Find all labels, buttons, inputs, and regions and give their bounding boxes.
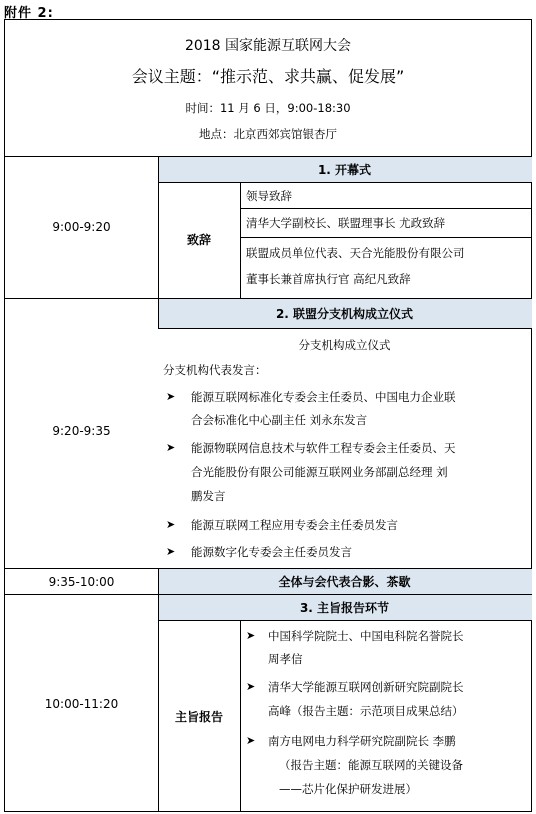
time-slot-3: 9:35-10:00	[48, 575, 115, 589]
section-3-title: 3. 主旨报告环节	[299, 601, 390, 615]
keynote-bullet-1-line-1: 中国科学院院士、中国电科院名誉院长	[268, 629, 464, 643]
rule-header-bottom	[5, 156, 531, 157]
time-slot-1: 9:00-9:20	[52, 220, 111, 234]
rule-s1-bottom	[5, 298, 531, 299]
opening-item-2: 清华大学副校长、联盟理事长 尤政致辞	[246, 216, 446, 230]
opening-item-4: 董事长兼首席执行官 高纪凡致辞	[246, 272, 411, 286]
section-2-subtitle: 分支机构成立仪式	[298, 338, 391, 352]
keynote-bullet-2-line-2: 高峰（报告主题：示范项目成果总结）	[268, 704, 464, 718]
keynote-bullet-2-line-1: 清华大学能源互联网创新研究院副院长	[268, 680, 464, 694]
branch-bullet-1-line-2: 合会标准化中心副主任 刘永东发言	[191, 413, 368, 427]
arrowhead-bullet-icon: ➤	[246, 629, 256, 642]
col-rule-s3	[158, 594, 159, 812]
section-1-category: 致辞	[186, 233, 211, 247]
agenda-table	[4, 19, 532, 812]
keynote-bullet-3-line-2: （报告主题：能源互联网的关键设备	[279, 758, 463, 772]
rule-s1-header	[158, 182, 531, 183]
time-slot-2: 9:20-9:35	[52, 424, 111, 438]
branch-bullet-2-line-2: 合光能股份有限公司能源互联网业务部副总经理 刘	[191, 465, 448, 479]
section-1-title: 1. 开幕式	[317, 163, 372, 177]
col-rule-s3-inner	[240, 620, 241, 812]
section-2-title: 2. 联盟分支机构成立仪式	[275, 307, 414, 321]
tea-break-title: 全体与会代表合影、茶歇	[278, 575, 411, 589]
arrowhead-bullet-icon: ➤	[246, 734, 256, 747]
branch-bullet-3-line-1: 能源互联网工程应用专委会主任委员发言	[191, 518, 398, 532]
keynote-bullet-3-line-3: ——芯片化保护研发进展）	[279, 782, 417, 796]
rule-s2-header	[158, 328, 531, 329]
time-slot-4: 10:00-11:20	[44, 697, 119, 711]
col-rule-s1-inner	[240, 182, 241, 299]
rule-s3-header	[158, 620, 531, 621]
opening-item-3: 联盟成员单位代表、天合光能股份有限公司	[246, 246, 465, 260]
section-3-category: 主旨报告	[174, 710, 223, 724]
opening-item-1: 领导致辞	[246, 189, 292, 203]
rule-s1-item2	[240, 237, 531, 238]
arrowhead-bullet-icon: ➤	[166, 390, 176, 403]
arrowhead-bullet-icon: ➤	[166, 545, 176, 558]
branch-bullet-1-line-1: 能源互联网标准化专委会主任委员、中国电力企业联	[191, 390, 456, 404]
rule-s1-item1	[240, 208, 531, 209]
arrowhead-bullet-icon: ➤	[246, 680, 256, 693]
branch-bullet-4-line-1: 能源数字化专委会主任委员发言	[191, 545, 352, 559]
conference-location: 地点：北京西郊宾馆银杏厅	[199, 127, 337, 141]
annex-label: 附件 2:	[4, 6, 54, 21]
arrowhead-bullet-icon: ➤	[166, 518, 176, 531]
branch-bullet-2-line-1: 能源物联网信息技术与软件工程专委会主任委员、天	[191, 441, 456, 455]
rule-tea-bottom	[5, 594, 531, 595]
keynote-bullet-3-line-1: 南方电网电力科学研究院副院长 李鹏	[268, 734, 456, 748]
arrowhead-bullet-icon: ➤	[166, 441, 176, 454]
keynote-bullet-1-line-2: 周孝信	[268, 652, 303, 666]
conference-theme: 会议主题：“推示范、求共赢、促发展”	[131, 67, 405, 86]
conference-time: 时间：11 月 6 日，9:00-18:30	[185, 101, 351, 115]
branch-bullet-2-line-3: 鹏发言	[191, 489, 226, 503]
rule-s2-bottom	[5, 568, 531, 569]
conference-title: 2018 国家能源互联网大会	[184, 38, 352, 54]
section-2-intro: 分支机构代表发言：	[163, 363, 267, 377]
